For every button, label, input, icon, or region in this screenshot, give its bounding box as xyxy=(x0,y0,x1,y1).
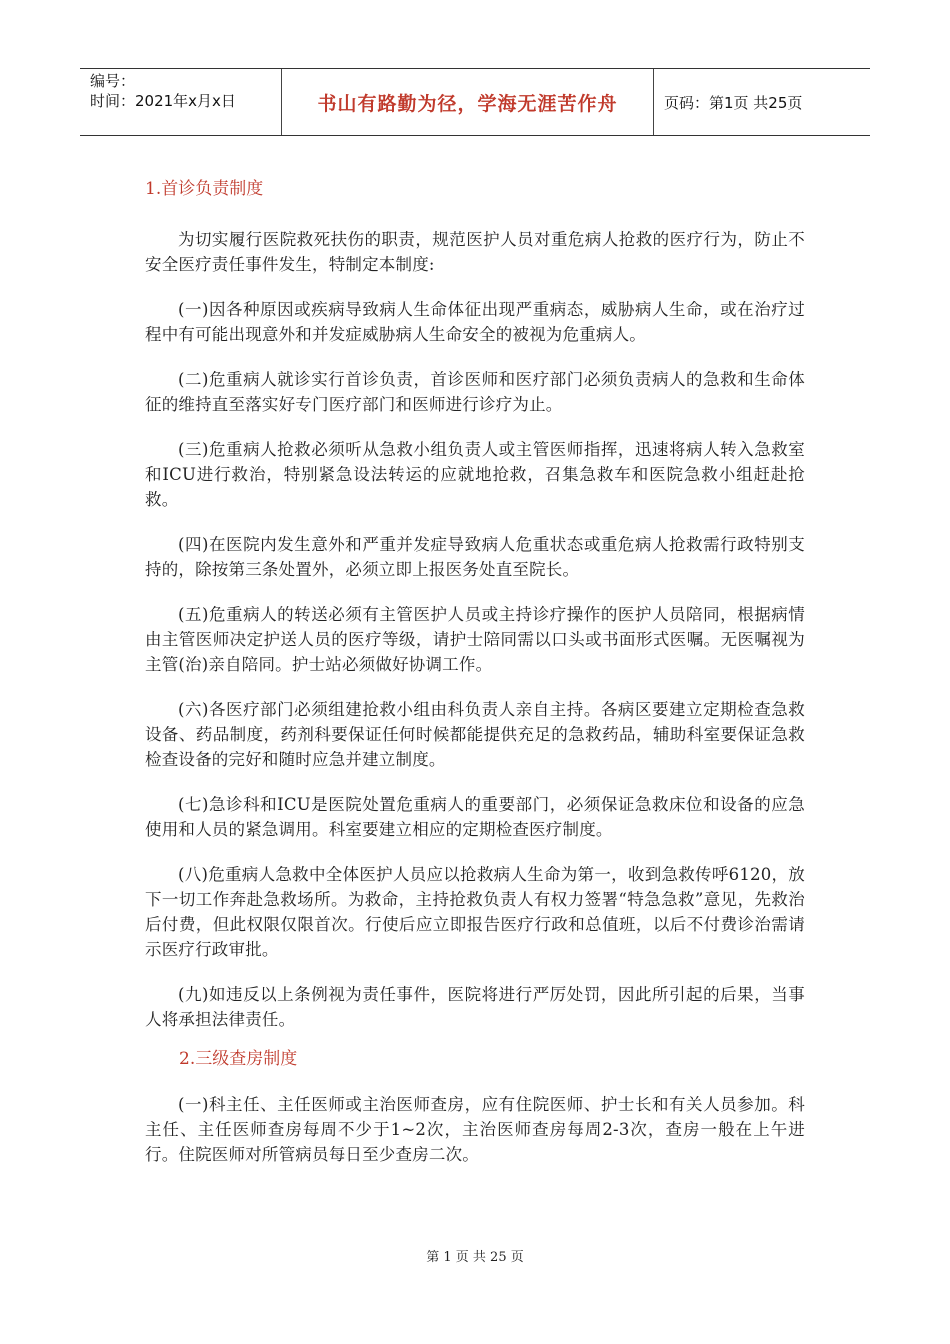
paragraph: (三)危重病人抢救必须听从急救小组负责人或主管医师指挥，迅速将病人转入急救室和ICU进行救治，特别紧急设法转运的应就地抢救，召集急救车和医院急救小组赶赴抢救。 xyxy=(145,440,805,509)
section-title: 2.三级查房制度 xyxy=(179,1049,298,1069)
motto: 书山有路勤为径，学海无涯苦作舟 xyxy=(282,69,654,135)
paragraph: (一)科主任、主任医师或主治医师查房，应有住院医师、护士长和有关人员参加。科主任、主任医师查房每周不少于1~2次，主治医师查房每周2-3次，查房一般在上午进行。住院医师对所管病员每日至少查房二次。 xyxy=(145,1095,805,1164)
paragraph: (八)危重病人急救中全体医护人员应以抢救病人生命为第一，收到急救传呼6120，放下一切工作奔赴急救场所。为救命，主持抢救负责人有权力签署“特急急救”意见，先救治后付费，但此权限仅限首次。行使后应立即报告医疗行政和总值班，以后不付费诊治需请示医疗行政审批。 xyxy=(145,865,805,959)
paragraph: (四)在医院内发生意外和严重并发症导致病人危重状态或重危病人抢救需行政特别支持的，除按第三条处置外，必须立即上报医务处直至院长。 xyxy=(145,535,805,579)
document-body xyxy=(145,176,805,1167)
time-label: 时间：2021年x月x日 xyxy=(90,92,236,110)
page-footer: 第 1 页 共 25 页 xyxy=(426,1250,524,1265)
paragraph: (二)危重病人就诊实行首诊负责，首诊医师和医疗部门必须负责病人的急救和生命体征的维持直至落实好专门医疗部门和医师进行诊疗为止。 xyxy=(145,370,805,414)
number-label: 编号： xyxy=(90,72,136,90)
paragraph: (六)各医疗部门必须组建抢救小组由科负责人亲自主持。各病区要建立定期检查急救设备、药品制度，药剂科要保证任何时候都能提供充足的急救药品，辅助科室要保证急救检查设备的完好和随时应急并建立制度。 xyxy=(145,700,805,769)
section-title: 1.首诊负责制度 xyxy=(145,179,264,199)
header-table xyxy=(80,68,870,136)
header-meta xyxy=(80,69,282,135)
paragraph: (九)如违反以上条例视为责任事件，医院将进行严厉处罚，因此所引起的后果，当事人将承担法律责任。 xyxy=(145,985,805,1029)
paragraph: (一)因各种原因或疾病导致病人生命体征出现严重病态，威胁病人生命，或在治疗过程中有可能出现意外和并发症威胁病人生命安全的被视为危重病人。 xyxy=(145,300,805,344)
paragraph: 为切实履行医院救死扶伤的职责，规范医护人员对重危病人抢救的医疗行为，防止不安全医疗责任事件发生，特制定本制度: xyxy=(145,230,805,274)
page-info: 页码：第1页 共25页 xyxy=(664,93,803,112)
paragraph: (七)急诊科和ICU是医院处置危重病人的重要部门，必须保证急救床位和设备的应急使用和人员的紧急调用。科室要建立相应的定期检查医疗制度。 xyxy=(145,795,805,839)
paragraph: (五)危重病人的转送必须有主管医护人员或主持诊疗操作的医护人员陪同，根据病情由主管医师决定护送人员的医疗等级，请护士陪同需以口头或书面形式医嘱。无医嘱视为主管(治)亲自陪同。护士站必须做好协调工作。 xyxy=(145,605,805,674)
